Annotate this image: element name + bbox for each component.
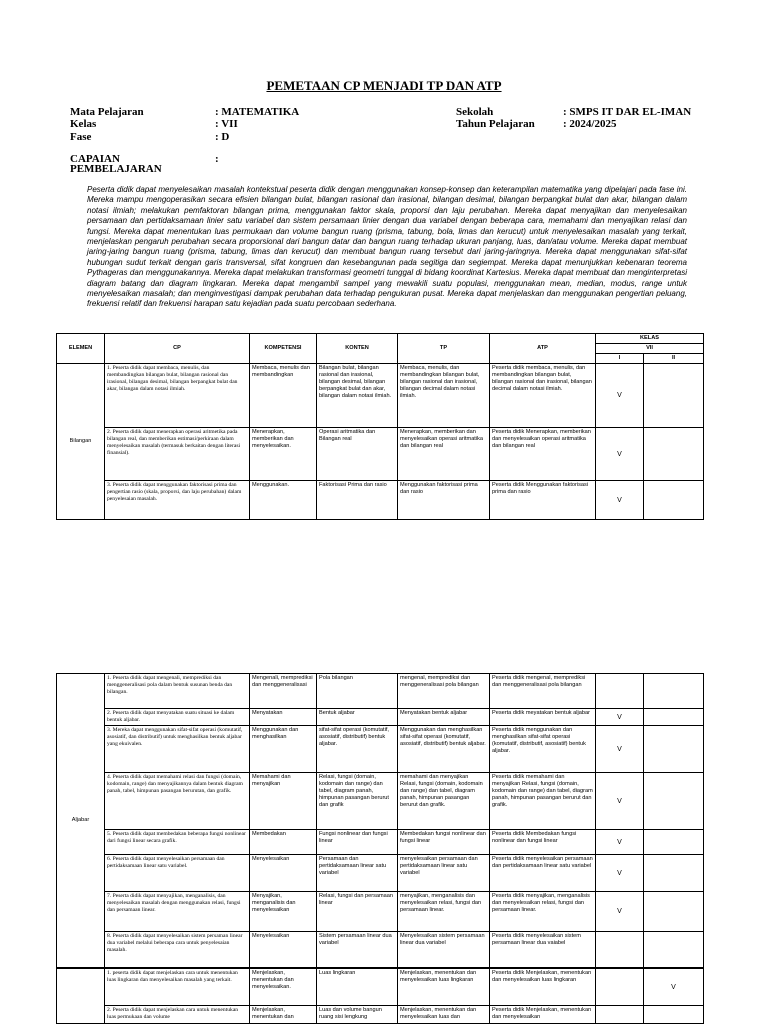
semester-2-mark (644, 830, 704, 855)
atp-cell: Peserta didik menggunakan dan menghasilkan sifat-sifat operasi (komutatif, distributif, asosiatif) bentuk aljabar. (490, 726, 596, 773)
kompetensi-cell: Menyajikan, menganalisis dan menyelesaikan (250, 892, 317, 932)
semester-2-mark (644, 932, 704, 968)
header-konten: KONTEN (317, 334, 398, 364)
konten-cell: Luas lingkaran (317, 969, 398, 1006)
semester-1-mark: V (596, 773, 644, 830)
semester-1-mark: V (596, 364, 644, 428)
semester-1-mark (596, 932, 644, 968)
semester-1-mark: V (596, 726, 644, 773)
meta-value-school: : SMPS IT DAR EL-IMAN (563, 106, 692, 118)
semester-2-mark (644, 481, 704, 520)
atp-cell: Peserta didik menyelesaikan persamaan dan pertidaksamaan linear satu variabel (490, 855, 596, 892)
header-tp: TP (398, 334, 490, 364)
kompetensi-cell: Menerapkan, memberikan dan menyelesaikan. (250, 428, 317, 481)
meta-label-subject: Mata Pelajaran (70, 106, 144, 118)
atp-cell: Peserta didik memahami dan menyajikan Relasi, fungsi (domain, kodomain dan range) dan tabel, diagram panah, himpunan pasangan berurut dan grafik. (490, 773, 596, 830)
semester-2-mark (644, 773, 704, 830)
atp-cell: Peserta didik Menerapkan, memberikan dan menyelesaikan operasi aritmatika dan bilangan real (490, 428, 596, 481)
konten-cell: Sistem persamaan linear dua variabel (317, 932, 398, 968)
tp-cell: Menjelaskan, menentukan dan menyelesaikan luas lingkaran (398, 969, 490, 1006)
semester-1-mark: V (596, 481, 644, 520)
cp-label-line2: PEMBELAJARAN (70, 163, 162, 175)
atp-cell: Peserta didik Menjelaskan, menentukan dan menyelesaikan (490, 1006, 596, 1024)
tp-cell: Menjelaskan, menentukan dan menyelesaikan luas dan (398, 1006, 490, 1024)
atp-cell: Peserta didik menyajikan, menganalisis dan menyelesaikan relasi, fungsi dan persamaan linear. (490, 892, 596, 932)
konten-cell: Relasi, fungsi (domain, kodomain dan range) dan tabel, diagram panah, himpunan pasangan berurut dan grafik (317, 773, 398, 830)
semester-2-mark: V (644, 969, 704, 1006)
meta-value-phase: : D (215, 131, 230, 143)
semester-1-mark (596, 1006, 644, 1024)
semester-2-mark (644, 855, 704, 892)
mapping-table-geometri (56, 968, 704, 1024)
table-row (57, 674, 704, 709)
cp-cell: 2. Peserta didik dapat menjelaskan cara untuk menentukan luas permukaan dan volume (105, 1006, 250, 1024)
header-atp: ATP (490, 334, 596, 364)
cp-cell: 8. Peserta didik dapat menyelesaikan sistem persaman linear dua variabel melalui beberapa cara untuk penyelesaian masalah. (105, 932, 250, 968)
table-row (57, 773, 704, 830)
kompetensi-cell: Membedakan (250, 830, 317, 855)
konten-cell: Pola bilangan (317, 674, 398, 709)
elemen-cell: Bilangan (57, 364, 105, 520)
cp-cell: 3. Mereka dapat menggunakan sifat-sifat operasi (komutatif, asosiatif, dan distributif) untuk menghasilkan bentuk aljabar yang ekuivalen. (105, 726, 250, 773)
tp-cell: Menggunakan dan menghasilkan sifat-sifat operasi (komutatif, asosiatif, distributif) bentuk aljabar. (398, 726, 490, 773)
atp-cell: Peserta didik Membedakan fungsi nonlinear dan fungsi linear (490, 830, 596, 855)
konten-cell: Relasi, fungsi dan persamaan linear (317, 892, 398, 932)
elemen-cell: Aljabar (57, 674, 105, 968)
kompetensi-cell: Mengenali, memprediksi dan menggeneralisasi (250, 674, 317, 709)
table-row (57, 932, 704, 968)
meta-label-school: Sekolah (456, 106, 494, 118)
kompetensi-cell: Menjelaskan, menentukan dan menyelesaikan. (250, 969, 317, 1006)
atp-cell: Peserta didik meyatakan bentuk aljabar (490, 709, 596, 726)
cp-cell: 2. Peserta didik dapat menerapkan operasi aritmetika pada bilangan real, dan memberikan estimasi/perkiraan dalam menyelesaikan masalah (termasuk berkaitan dengan literasi finansial). (105, 428, 250, 481)
konten-cell: Operasi aritmatika dan Bilangan real (317, 428, 398, 481)
atp-cell: Peserta didik membaca, menulis, dan membandingkan bilangan bulat, bilangan rasional dan irasional, bilangan decimal dalam notasi ilmiah. (490, 364, 596, 428)
header-kompetensi: KOMPETENSI (250, 334, 317, 364)
header-kelas: KELAS (596, 334, 704, 344)
semester-1-mark (596, 969, 644, 1006)
atp-cell: Peserta didik mengenal, memprediksi dan menggeneralisasi pola bilangan (490, 674, 596, 709)
kompetensi-cell: Menyelesaikan (250, 932, 317, 968)
tp-cell: menyelesaikan persamaan dan pertidaksamaan linear satu variabel (398, 855, 490, 892)
cp-cell: 1. Peserta didik dapat mengenali, memprediksi dan menggeneralisasi pola dalam bentuk susunan benda dan bilangan. (105, 674, 250, 709)
cp-cell: 2. Peserta didik dapat menyatakan suatu situasi ke dalam bentuk aljabar. (105, 709, 250, 726)
semester-1-mark: V (596, 709, 644, 726)
elemen-cell (57, 969, 105, 1024)
kompetensi-cell: Membaca, menulis dan membandingkan (250, 364, 317, 428)
table-row (57, 969, 704, 1006)
tp-cell: memahami dan menyajikan Relasi, fungsi (domain, kodomain dan range) dan tabel, diagram panah, himpunan pasangan berurut dan grafik. (398, 773, 490, 830)
tp-cell: mengenal, memprediksi dan menggeneralisasi pola bilangan (398, 674, 490, 709)
kompetensi-cell: Menyatakan (250, 709, 317, 726)
cp-cell: 3. Peserta didik dapat menggunakan faktorisasi prima dan pengertian rasio (skala, proporsi, dan laju perubahan) dalam penyelesaian masalah. (105, 481, 250, 520)
semester-2-mark (644, 726, 704, 773)
header-kelas-vii: VII (596, 344, 704, 354)
table-row (57, 855, 704, 892)
konten-cell: sifat-sifat operasi (komutatif, asosiatif, distributif) bentuk aljabar. (317, 726, 398, 773)
atp-cell: Peserta didik Menjelaskan, menentukan dan menyelesaikan luas lingkaran (490, 969, 596, 1006)
mapping-table-bilangan (56, 333, 704, 520)
table-row (57, 892, 704, 932)
atp-cell: Peserta didik menyelesaikan sistem persamaan linear dua vaiabel (490, 932, 596, 968)
semester-1-mark: V (596, 855, 644, 892)
semester-2-mark (644, 364, 704, 428)
semester-1-mark (596, 674, 644, 709)
cp-cell: 5. Peserta didik dapat membedakan beberapa fungsi nonlinear dari fungsi linear secara grafik. (105, 830, 250, 855)
kompetensi-cell: Menggunakan. (250, 481, 317, 520)
table-row (57, 726, 704, 773)
kompetensi-cell: Menjelaskan, menentukan dan (250, 1006, 317, 1024)
kompetensi-cell: Memahami dan menyajikan (250, 773, 317, 830)
meta-value-subject: : MATEMATIKA (215, 106, 300, 118)
table-row (57, 830, 704, 855)
semester-2-mark (644, 428, 704, 481)
header-elemen: ELEMEN (57, 334, 105, 364)
tp-cell: Menerapkan, memberikan dan menyelesaikan operasi aritmatika dan bilangan real (398, 428, 490, 481)
cp-paragraph: Peserta didik dapat menyelesaikan masalah kontekstual peserta didik dengan menggunakan konsep-konsep dan keterampilan matematika yang dipelajari pada fase ini. Mereka mampu mengoperasikan secara efisien bilangan bulat, bilangan rasional dan irasional, bilangan desimal, bilangan berpangkat bulat dan akar, bilangan dalam notasi ilmiah; melakukan pemfaktoran bilangan prima, menggunakan faktor skala, proporsi dan laju perubahan. Mereka dapat menyajikan dan menyelesaikan persamaan dan pertidaksamaan linier satu variabel dan sistem persamaan linier dengan dua variabel dengan beberapa cara, memahami dan menyajikan relasi dan fungsi. Mereka dapat menentukan luas permukaan dan volume bangun ruang (prisma, tabung, bola, limas dan kerucut) untuk menyelesaikan masalah yang terkait, menjelaskan pengaruh perubahan secara proporsional dari bangun datar dan bangun ruang terhadap ukuran panjang, luas, dan/atau volume. Mereka dapat membuat jaring-jaring bangun ruang (prisma, tabung, limas dan kerucut) dan membuat bangun ruang tersebut dari jaring-jaringnya. Mereka dapat menggunakan sifat-sifat hubungan sudut terkait dengan garis transversal, sifat kongruen dan kesebangunan pada segitiga dan segiempat. Mereka dapat menunjukkan kebenaran teorema Pythageras dan menggunakannya. Mereka dapat melakukan transformasi geometri tunggal di bidang koordinat Kartesius. Mereka dapat membuat dan menginterpretasi diagram batang dan diagram lingkaran. Mereka dapat mengambil sampel yang mewakili suatu populasi, menggunakan mean, median, modus, range untuk menyelesaikan masalah; dan menginvestigasi dampak perubahan data terhadap pengukuran pusat. Mereka dapat menjelaskan dan menggunakan pengertian peluang, frekuensi relatif dan frekuensi harapan satu kejadian pada suatu percobaan sederhana. (87, 185, 687, 309)
table-row (57, 1006, 704, 1024)
tp-cell: menyajikan, menganalisis dan menyelesaikan relasi, fungsi dan persamaan linear. (398, 892, 490, 932)
kompetensi-cell: Menggunakan dan menghasilkan (250, 726, 317, 773)
meta-value-class: : VII (215, 118, 238, 130)
header-cp: CP (105, 334, 250, 364)
cp-cell: 1. Peserta didik dapat membaca, menulis, dan membandingkan bilangan bulat, bilangan rasional dan irasional, bilangan desimal, bilangan berpangkat bulat dan akar, bilangan dalam notasi ilmiah. (105, 364, 250, 428)
header-semester-1: I (596, 354, 644, 364)
cp-cell: 4. Peserta didik dapat memahami relasi dan fungsi (domain, kodomain, range) dan menyajikannya dalam bentuk diagram panah, tabel, himpunan pasangan berurutan, dan grafik. (105, 773, 250, 830)
tp-cell: Menyelesaikan sistem persamaan linear dua variabel (398, 932, 490, 968)
tp-cell: Membaca, menulis, dan membandingkan bilangan bulat, bilangan rasional dan irasional, bilangan decimal dalam notasi ilmiah. (398, 364, 490, 428)
table-row (57, 364, 704, 428)
table-row (57, 481, 704, 520)
document-title: PEMETAAN CP MENJADI TP DAN ATP (266, 78, 502, 93)
meta-value-year: : 2024/2025 (563, 118, 617, 130)
konten-cell: Bentuk aljabar (317, 709, 398, 726)
tp-cell: Menyatakan bentuk aljabar (398, 709, 490, 726)
semester-2-mark (644, 709, 704, 726)
semester-1-mark: V (596, 428, 644, 481)
meta-label-year: Tahun Pelajaran (456, 118, 535, 130)
cp-cell: 6. Peserta didik dapat menyelesaikan persamaan dan pertidaksamaan linear satu variabel. (105, 855, 250, 892)
konten-cell: Luas dan volume bangun ruang sisi lengkung (317, 1006, 398, 1024)
semester-2-mark (644, 674, 704, 709)
semester-2-mark (644, 1006, 704, 1024)
header-semester-2: II (644, 354, 704, 364)
meta-label-class: Kelas (70, 118, 97, 130)
cp-label-line1: CAPAIAN (70, 153, 120, 165)
kompetensi-cell: Menyelesaikan (250, 855, 317, 892)
tp-cell: Membedakan fungsi nonlinear dan fungsi linear (398, 830, 490, 855)
cp-cell: 1. peserta didik dapat menjelaskan cara untuk menentukan luas lingkaran dan menyelesaikan masalah yang terkait. (105, 969, 250, 1006)
konten-cell: Bilangan bulat, bilangan rasional dan irasional, bilangan desimal, bilangan berpangkat bulat dan akar, bilangan dalam notasi ilmiah. (317, 364, 398, 428)
meta-label-phase: Fase (70, 131, 92, 143)
semester-1-mark: V (596, 892, 644, 932)
cp-label-colon: : (215, 153, 219, 165)
semester-2-mark (644, 892, 704, 932)
atp-cell: Peserta didik Menggunakan faktorisasi prima dan rasio (490, 481, 596, 520)
konten-cell: Fungsi nonlinear dan fungsi linear (317, 830, 398, 855)
mapping-table-aljabar (56, 673, 704, 968)
cp-cell: 7. Peserta didik dapat menyajikan, menganalisis, dan menyelesaikan masalah dengan menggunakan relasi, fungsi dan persamaan linear. (105, 892, 250, 932)
tp-cell: Menggunakan faktorisasi prima dan rasio (398, 481, 490, 520)
konten-cell: Faktorisasi Prima dan rasio (317, 481, 398, 520)
table-row (57, 709, 704, 726)
konten-cell: Persamaan dan pertidaksamaan linear satu variabel (317, 855, 398, 892)
semester-1-mark: V (596, 830, 644, 855)
table-row (57, 428, 704, 481)
